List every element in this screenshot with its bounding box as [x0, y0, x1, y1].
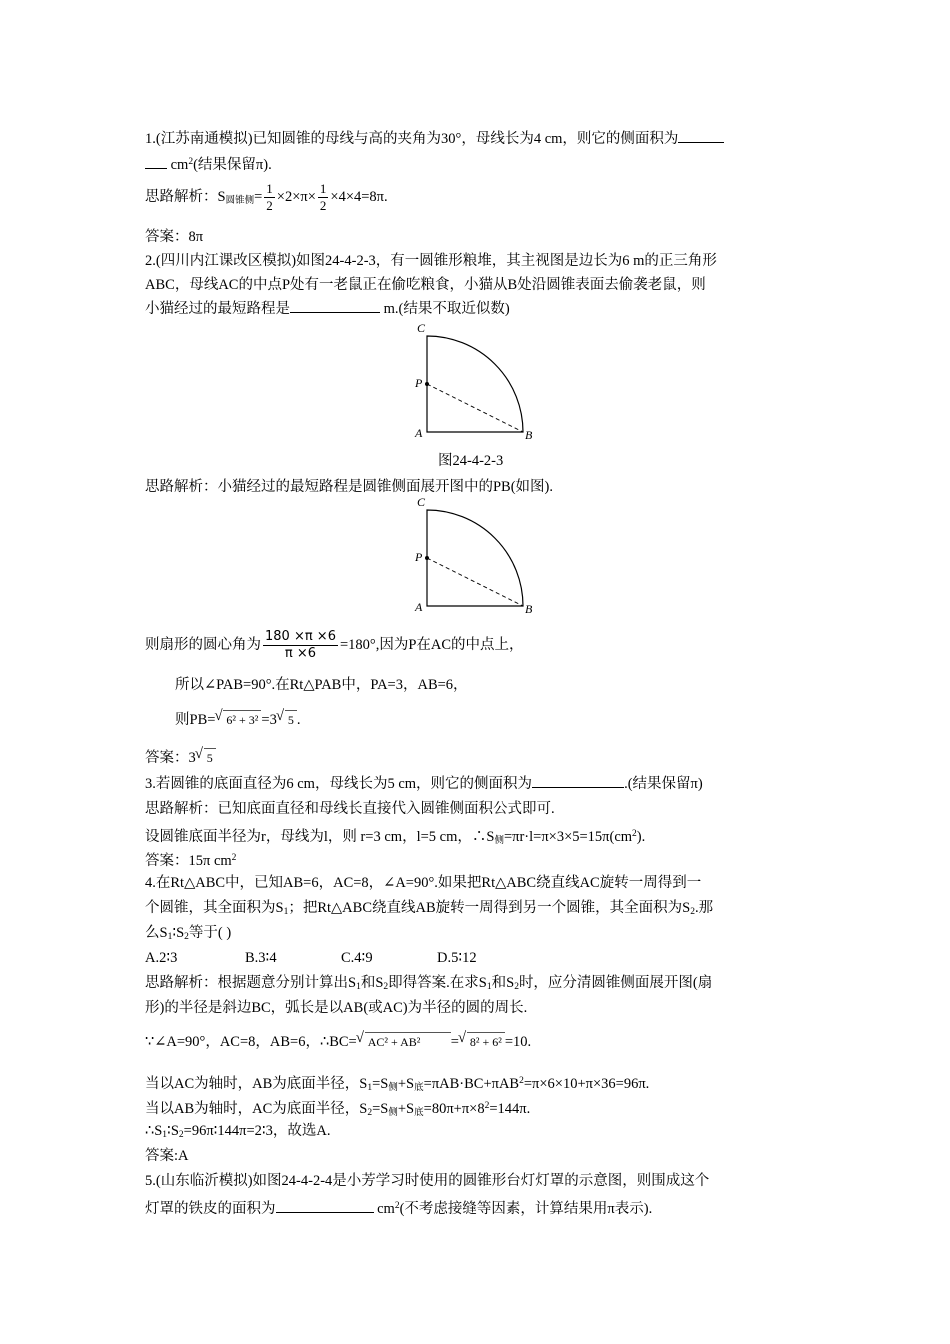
q4-bc: ∵∠A=90°，AC=8，AB=6，∴BC=√ AC² + AB² =√ 8² + 6² =10. [145, 1024, 531, 1051]
label-p: P [415, 376, 423, 390]
label-p: P [415, 550, 423, 564]
option-a[interactable]: A.2∶3 [145, 950, 178, 966]
sqrt-expr-2: √ 8² + 6² [467, 1032, 505, 1051]
q4-line3: 么$S_1∶S_2$等于( ) [145, 925, 232, 942]
option-b[interactable]: B.3∶4 [245, 950, 277, 966]
q2-line3: 小猫经过的最短路程是 m.(结果不取近似数) [145, 301, 510, 317]
point-p [425, 382, 429, 386]
q2-answer: 答案：3√ 5 [145, 748, 216, 767]
q4-analysis1: 思路解析：根据题意分别计算出$S_1$和$S_2$即得答案.在求$S_1$和$S_2$时，应分清圆锥侧面展开图(扇 [145, 975, 713, 992]
answer-blank-cont [145, 156, 167, 169]
sqrt-expr: √ 6² + 3² [223, 710, 261, 729]
q1-line1: 1.(江苏南通模拟)已知圆锥的母线与高的夹角为30°，母线长为4 cm，则它的侧面积为 [145, 130, 724, 148]
q2-pb: 则PB=√ 6² + 3² =3√ 5 . [175, 702, 300, 729]
label-a: A [415, 600, 423, 614]
q2-analysis: 思路解析：小猫经过的最短路程是圆锥侧面展开图中的PB(如图). [145, 479, 554, 495]
sqrt-5: √ 5 [204, 748, 216, 767]
answer-blank [532, 775, 624, 788]
q4-answer: 答案:A [145, 1148, 189, 1164]
q4-s1: 当以AC为轴时，AB为底面半径，$S_1=S_侧+S_底=\pi AB\cdot BC+\pi AB^2=\pi\times 6\times 10+\pi\times 36=96\pi$. [145, 1076, 650, 1093]
sector-outline [427, 510, 523, 606]
path-pb [427, 558, 523, 606]
q1-analysis: 思路解析：$S_{圆锥侧}=$ $\frac{1}{2}$ ×2×π× $\frac{1}{2}$ ×4×4=8π. [145, 181, 388, 214]
q5-line1: 5.(山东临沂模拟)如图24-4-2-4是小芳学习时使用的圆锥形台灯灯罩的示意图，则围成这个 [145, 1173, 710, 1189]
angle-fraction: $\frac{180 \times\pi \times 6}{\pi \times 6}$ [265, 629, 336, 662]
label-a: A [415, 426, 423, 440]
q2-pab: 所以∠PAB=90°.在Rt△PAB中，PA=3，AB=6， [175, 677, 468, 693]
sqrt-5: √ 5 [285, 710, 297, 729]
answer-blank [290, 300, 380, 313]
answer-blank [678, 130, 724, 143]
point-p [425, 556, 429, 560]
q2-line1: 2.(四川内江课改区模拟)如图24-4-2-3，有一圆锥形粮堆，其主视图是边长为6 m的正三角形 [145, 253, 717, 269]
fraction-half-2: $\frac{1}{2}$ [319, 181, 327, 214]
q3-answer: 答案：15π $cm^2$ [145, 853, 237, 869]
sector-figure-1 [405, 320, 545, 445]
q4-line1: 4.在Rt△ABC中，已知AB=6，AC=8，∠A=90°.如果把Rt△ABC绕直线AC旋转一周得到一 [145, 875, 702, 891]
sqrt-expr: √ AC² + AB² [365, 1032, 451, 1051]
figure-caption: 图24-4-2-3 [438, 453, 504, 469]
q1-answer: 答案：8π [145, 229, 204, 245]
sector-figure-2 [405, 494, 545, 619]
q3-calc: 设圆锥底面半径为r，母线为l，则 r=3 cm，l=5 cm，$\therefore S_侧=\pi r\cdot l=\pi\times 3\times 5=15\pi(cm^2)$. [145, 829, 646, 846]
q4-line2: 个圆锥，其全面积为$S_1$；把Rt△ABC绕直线AB旋转一周得到另一个圆锥，其全面积为$S_2$.那 [145, 900, 714, 917]
answer-blank [276, 1200, 374, 1213]
q5-line2: 灯罩的铁皮的面积为 $cm^2$(不考虑接缝等因素，计算结果用π表示). [145, 1201, 653, 1217]
label-b: B [525, 602, 533, 616]
q4-analysis2: 形)的半径是斜边BC，弧长是以AB(或AC)为半径的圆的周长. [145, 1000, 528, 1016]
q3-analysis: 思路解析：已知底面直径和母线长直接代入圆锥侧面积公式即可. [145, 801, 555, 817]
q3-line1: 3.若圆锥的底面直径为6 cm，母线长为5 cm，则它的侧面积为 .(结果保留π) [145, 776, 703, 792]
sector-outline [427, 336, 523, 432]
fraction-half: $\frac{1}{2}$ [266, 181, 273, 214]
label-c: C [417, 321, 426, 335]
q4-options [145, 949, 477, 967]
label-c: C [417, 495, 426, 509]
label-b: B [525, 428, 533, 442]
path-pb [427, 384, 523, 432]
option-c[interactable]: C.4∶9 [341, 950, 373, 966]
q2-line2: ABC，母线AC的中点P处有一老鼠正在偷吃粮食，小猫从B处沿圆锥表面去偷袭老鼠，则 [145, 277, 706, 293]
q1-line2: $cm^2$(结果保留π). [145, 153, 272, 174]
q4-s2: 当以AB为轴时，AC为底面半径，$S_2=S_侧+S_底=80\pi+\pi\times 8^2=144\pi$. [145, 1101, 531, 1118]
option-d[interactable]: D.5∶12 [437, 950, 477, 966]
q2-angle: 则扇形的圆心角为 $\frac{180 \times\pi \times 6}{\pi \times 6}$ =180°,因为P在AC的中点上， [145, 629, 524, 662]
q4-ratio: $\therefore S_1∶S_2=96\pi∶144\pi=2∶3$，故选A. [145, 1123, 331, 1140]
